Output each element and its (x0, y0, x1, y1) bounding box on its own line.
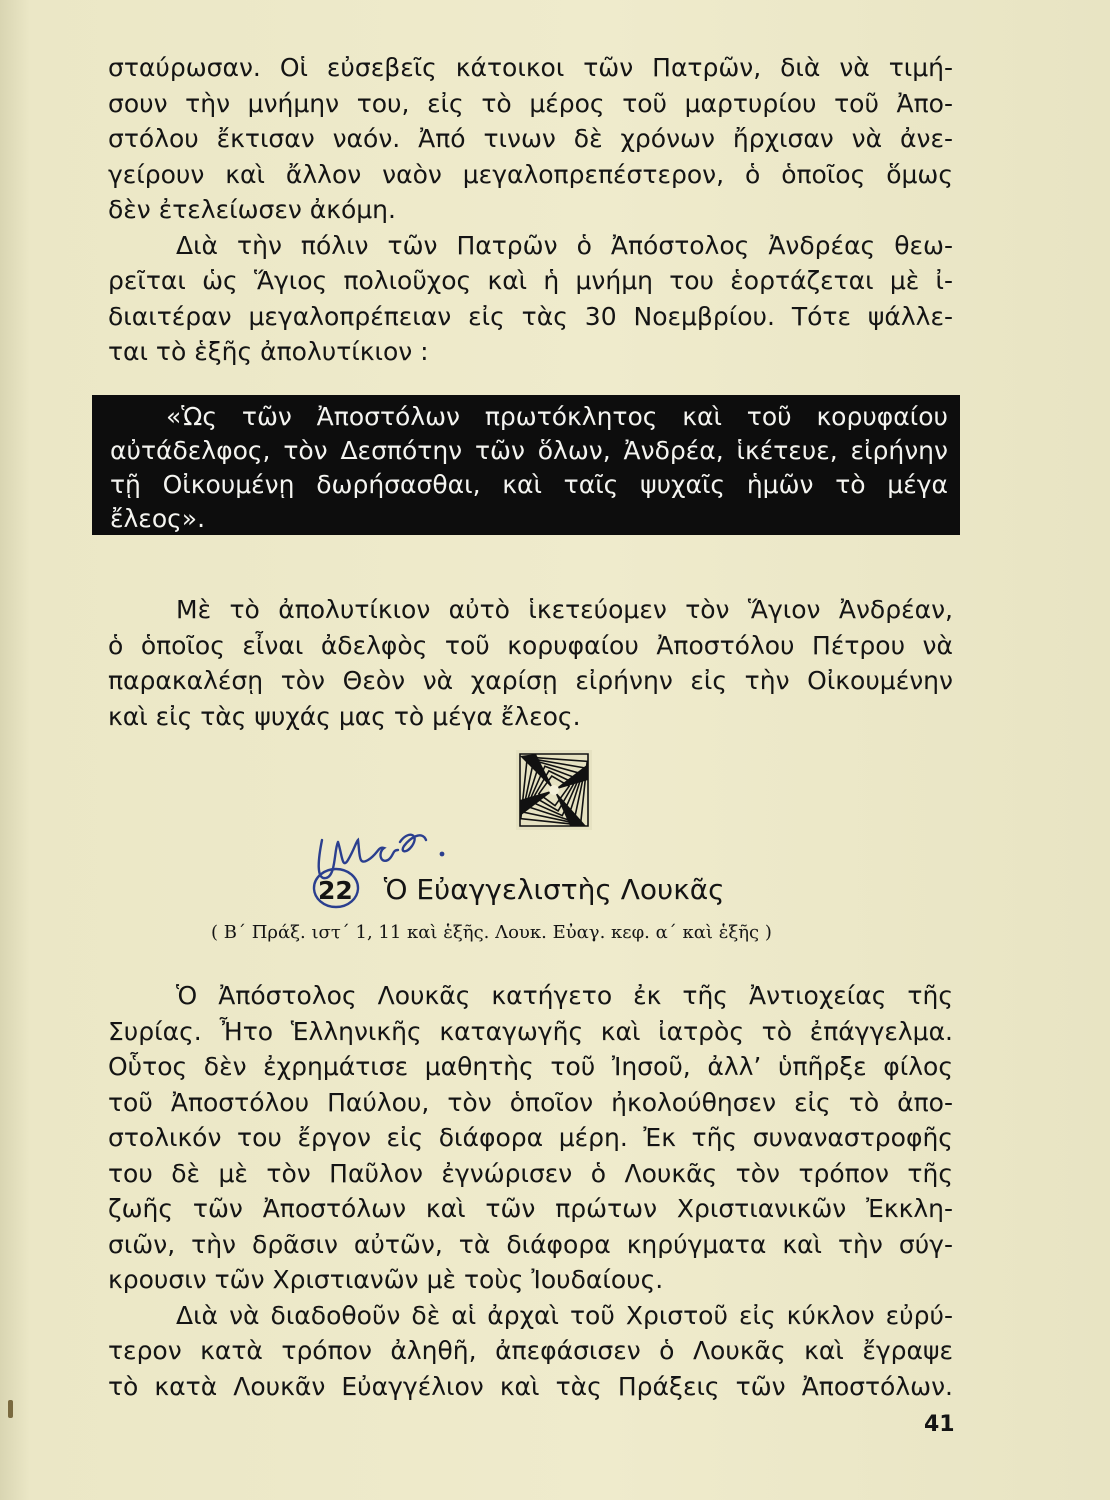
text-line: παρακαλέσῃ τὸν Θεὸν νὰ χαρίσῃ εἰρήνην εἰς τὴν Οἰκουμένην (108, 666, 953, 695)
hymn-line: «Ὡς τῶν Ἀποστόλων πρωτόκλητος καὶ τοῦ κορυφαίου (166, 402, 948, 431)
text-line: σταύρωσαν. Οἱ εὐσεβεῖς κάτοικοι τῶν Πατρῶν, διὰ νὰ τιμή- (108, 53, 953, 82)
hymn-line: αὐτάδελφος, τὸν Δεσπότην τῶν ὅλων, Ἀνδρέα, ἱκέτευε, εἰρήνην (110, 436, 948, 465)
text-line: ζωῆς τῶν Ἀποστόλων καὶ τῶν πρώτων Χριστιανικῶν Ἐκκλη- (108, 1194, 953, 1223)
commentary-paragraph (108, 592, 953, 734)
spiral-ornament-icon (516, 750, 592, 830)
text-column-top (108, 50, 953, 370)
text-line: γείρουν καὶ ἄλλον ναὸν μεγαλοπρεπέστερον, ὁ ὁποῖος ὅμως (108, 159, 953, 189)
text-line: καὶ εἰς τὰς ψυχάς μας τὸ μέγα ἔλεος. (108, 701, 581, 731)
text-line: Διὰ νὰ διαδοθοῦν δὲ αἱ ἀρχαὶ τοῦ Χριστοῦ εἰς κύκλον εὐρύ- (176, 1300, 953, 1330)
text-line: σουν τὴν μνήμην του, εἰς τὸ μέρος τοῦ μαρτυρίου τοῦ Ἀπο- (108, 88, 953, 118)
hymn-box (92, 395, 960, 535)
hymn-line: τῇ Οἰκουμένῃ δωρήσασθαι, καὶ ταῖς ψυχαῖς ἡμῶν τὸ μέγα (110, 470, 948, 499)
chapter-title: Ὁ Εὐαγγελιστὴς Λουκᾶς (383, 873, 725, 906)
text-line: Διὰ τὴν πόλιν τῶν Πατρῶν ὁ Ἀπόστολος Ἀνδρέας θεω- (176, 230, 953, 260)
text-line: ρεῖται ὡς Ἅγιος πολιοῦχος καὶ ἡ μνήμη του ἑορτάζεται μὲ ἰ- (108, 266, 953, 295)
text-line: Οὗτος δὲν ἐχρημάτισε μαθητὴς τοῦ Ἰησοῦ, ἀλλ’ ὑπῆρξε φίλος (108, 1052, 953, 1081)
hymn-line: ἔλεος». (110, 504, 206, 533)
text-line: Ὁ Ἀπόστολος Λουκᾶς κατήγετο ἐκ τῆς Ἀντιοχείας τῆς (176, 981, 953, 1010)
paragraph-luke-writings (108, 1298, 953, 1405)
text-line: Μὲ τὸ ἀπολυτίκιον αὐτὸ ἱκετεύομεν τὸν Ἅγιον Ἀνδρέαν, (176, 595, 953, 624)
paragraph-continuation (108, 50, 953, 228)
chapter-number (318, 869, 353, 913)
text-line: σιῶν, τὴν δρᾶσιν αὐτῶν, τὰ διάφορα κηρύγματα καὶ τὴν σύγ- (108, 1229, 953, 1259)
text-line: ὁ ὁποῖος εἶναι ἀδελφὸς τοῦ κορυφαίου Ἀποστόλου Πέτρου νὰ (108, 630, 953, 660)
binding-mark (8, 1400, 13, 1418)
text-line: κρουσιν τῶν Χριστιανῶν μὲ τοὺς Ἰουδαίους. (108, 1265, 664, 1294)
pen-circle-mark (310, 864, 362, 912)
text-line: δὲν ἐτελείωσεν ἀκόμη. (108, 195, 396, 224)
chapter-number-text: 22 (318, 876, 353, 905)
page-number: 41 (924, 1412, 955, 1437)
chapter-heading (318, 868, 725, 918)
text-line: στολικόν του ἔργον εἰς διάφορα μέρη. Ἐκ τῆς συναναστροφῆς (108, 1123, 953, 1152)
text-line: διαιτέραν μεγαλοπρέπειαν εἰς τὰς 30 Νοεμβρίου. Τότε ψάλλε- (108, 301, 953, 331)
text-line: Συρίας. Ἦτο Ἑλληνικῆς καταγωγῆς καὶ ἰατρὸς τὸ ἐπάγγελμα. (108, 1016, 953, 1046)
scripture-reference: ( Β΄ Πράξ. ιστ΄ 1, 11 καὶ ἑξῆς. Λουκ. Εὐαγ. κεφ. α΄ καὶ ἑξῆς ) (211, 922, 772, 943)
text-line: τερον κατὰ τρόπον ἀληθῆ, ἀπεφάσισεν ὁ Λουκᾶς καὶ ἔγραψε (108, 1336, 953, 1365)
paragraph-patras-feast (108, 228, 953, 370)
text-line: στόλου ἔκτισαν ναόν. Ἀπό τινων δὲ χρόνων ἤρχισαν νὰ ἀνε- (108, 124, 953, 153)
paragraph-luke-origin (108, 978, 953, 1298)
text-line: του δὲ μὲ τὸν Παῦλον ἐγνώρισεν ὁ Λουκᾶς τὸν τρόπον τῆς (108, 1158, 953, 1188)
text-column-luke (108, 978, 953, 1404)
text-line: τοῦ Ἀποστόλου Παύλου, τὸν ὁποῖον ἠκολούθησεν εἰς τὸ ἀπο- (108, 1087, 953, 1117)
text-line: τὸ κατὰ Λουκᾶν Εὐαγγέλιον καὶ τὰς Πράξεις τῶν Ἀποστόλων. (108, 1371, 953, 1401)
text-line: ται τὸ ἑξῆς ἀπολυτίκιον : (108, 337, 429, 366)
